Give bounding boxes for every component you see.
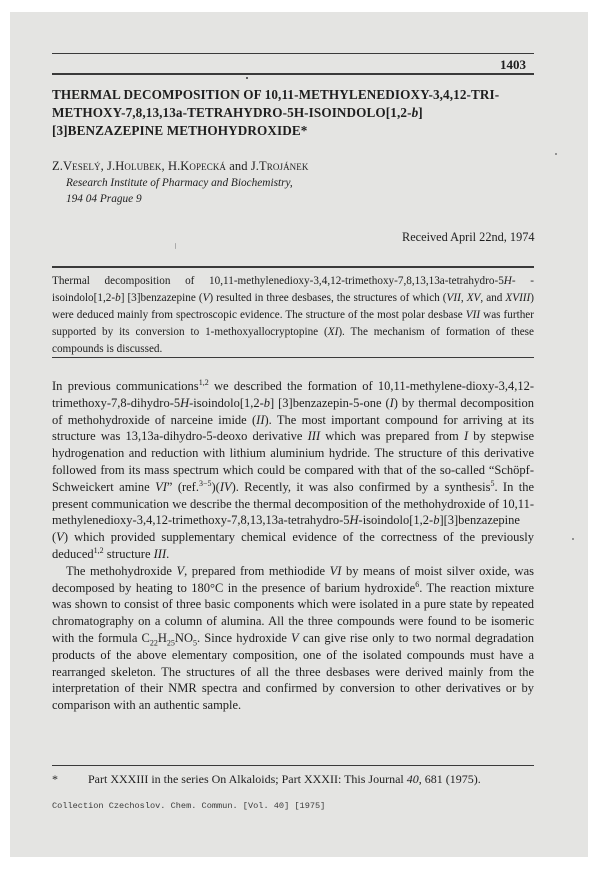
title-italic-b: b (411, 105, 419, 120)
print-speck (246, 77, 248, 79)
affiliation-line-2: 194 04 Prague 9 (66, 193, 142, 205)
article-title (52, 86, 542, 140)
abstract-bottom-rule (52, 357, 534, 358)
scan-speck (175, 243, 176, 249)
abstract-top-rule (52, 266, 534, 268)
author-1: Z.Veselý (52, 159, 101, 173)
header-bottom-rule (52, 73, 534, 75)
journal-citation: Collection Czechoslov. Chem. Commun. [Vol. 40] [1975] (52, 801, 326, 811)
affiliation (66, 175, 293, 207)
title-bracket: ] (418, 105, 423, 120)
paragraph-1: In previous communications$^{1,2}$ we described the formation of 10,11-methylene-dioxy-3,4,12-trimethoxy-7,8-dihydro-5H-isoindolo[1,2-b] [3]benzazepin-5-one (I) by thermal decomposition of methohydroxide of narceine imide (II). The most important compound for arriving at its structure was 13,13a-dihydro-5-deoxo derivative III which was prepared from I by stepwise hydrogenation and reduction with lithium aluminium hydride. The structure of this derivative followed from its mass spectrum which could be compared with that of the so-called “Schöpf-Schweickert amine VI” (ref.$^{3-5}$)(IV). Recently, it was also confirmed by a synthesis$^5$. In the present communication we describe the thermal decomposition of the methohydroxide of 10,11-methylenedioxy-3,4,12-trimethoxy-7,8,13,13a-tetrahydro-5H-isoindolo[1,2-b][3]benzazepine (V) which provided supplementary chemical evidence of the correctness of the previously deduced$^{1,2}$ structure III. (52, 377, 534, 561)
title-line-1: THERMAL DECOMPOSITION OF 10,11-METHYLENEDIOXY-3,4,12-TRI- (52, 87, 500, 102)
page-number: 1403 (500, 57, 526, 72)
author-list: Z.Veselý, J.Holubek, H.Kopecká and J.Trojánek (52, 159, 309, 173)
footnote: * Part XXXIII in the series On Alkaloids; Part XXXII: This Journal 40, 681 (1975). (52, 772, 481, 786)
body-text (52, 378, 534, 714)
header-top-rule (52, 53, 534, 54)
abstract: Thermal decomposition of 10,11-methylenedioxy-3,4,12-trimethoxy-7,8,13,13a-tetrahydro-5H- -isoindolo[1,2-b] [3]benzazepine (V) resulted in three desbases, the structures of which (VII, XV, and XVIII) were deduced mainly from spectroscopic evidence. The structure of the most polar desbase VII was further supported by its conversion to 1-methoxyallocryptopine (XI). The mechanism of formation of these compounds is discussed. (52, 275, 535, 355)
author-2: J.Holubek (107, 159, 162, 173)
author-4: J.Trojánek (250, 159, 309, 173)
received-date: Received April 22nd, 1974 (402, 230, 535, 244)
scan-speck (555, 153, 557, 155)
footnote-marker: * (52, 772, 58, 786)
footnote-rule (52, 765, 534, 766)
affiliation-line-1: Research Institute of Pharmacy and Biochemistry, (66, 177, 293, 189)
title-line-3: [3]BENZAZEPINE METHOHYDROXIDE* (52, 123, 308, 138)
paragraph-2: The methohydroxide V, prepared from methiodide VI by means of moist silver oxide, was decomposed by heating to 180°C in the presence of barium hydroxide$^6$. The reaction mixture was shown to consist of three basic components which were isolated in a pure state by repeated chromatography on a column of alumina. All the three compounds were found to be isomeric with the formula $C_{22}H_{25}NO_5$. Since hydroxide V can give rise only to two normal degradation products of the above elementary composition, one of the isolated compounds must have a rearranged skeleton. The structures of all the three desbases were derived mainly from the interpretation of their NMR spectra and confirmed by conversion to other derivatives or by comparison with an authentic sample. (52, 563, 534, 713)
author-3: H.Kopecká (167, 159, 227, 173)
scan-speck (572, 538, 574, 540)
title-line-2: METHOXY-7,8,13,13a-TETRAHYDRO-5H-ISOINDOLO[1,2- (52, 105, 412, 120)
